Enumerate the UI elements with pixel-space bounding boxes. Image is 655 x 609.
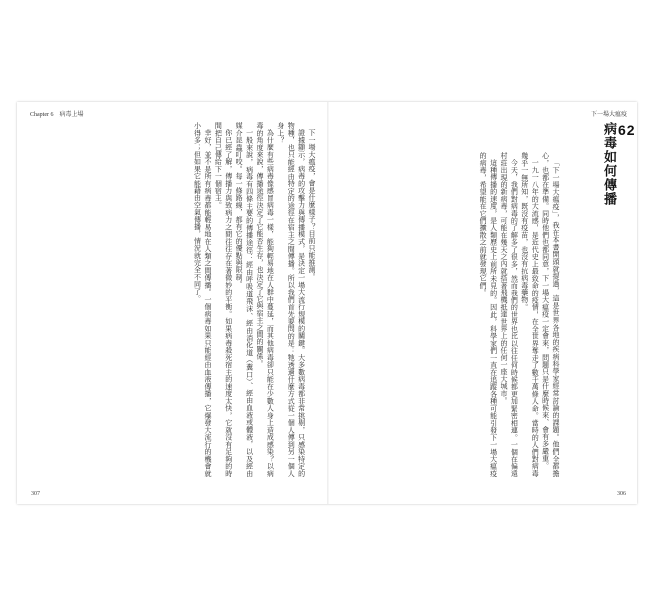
paragraph: 幸好，並不是所有病毒都能輕易地在人類之間傳播。一個病毒如果只能經由血液傳播，它爆發大流行的機會就小得多；但如果它能藉由空氣傳播，情況就完全不同了。 bbox=[193, 122, 212, 477]
paragraph: 你已經了解，傳播力與致病力之間往往存在著微妙的平衡。如果病毒殺死宿主的速度太快，它就沒有足夠的時間把自己傳給下一個宿主。 bbox=[214, 122, 233, 477]
right-page-body bbox=[339, 152, 561, 477]
right-page bbox=[329, 102, 639, 504]
section-number: 62 bbox=[618, 122, 636, 138]
running-header-right: 下一場大瘟疫 bbox=[590, 112, 627, 118]
paragraph: 為什麼有些病毒像感冒病毒一樣，能夠輕易地在人群中蔓延，而其他病毒卻只能在少數人身上造成感染？以病毒的角度來說，傳播途徑決定了它能否生存，也決定了它與宿主之間的關係。 bbox=[255, 122, 275, 477]
page-number-right: 306 bbox=[617, 491, 626, 497]
section-title: 病毒如何傳播 bbox=[601, 122, 616, 206]
running-header-left bbox=[30, 109, 84, 118]
paragraph: 「下一場大瘟疫」，我在本書開頭就提過，這是世界各地的疾病科學家經常討論的課題。他們全都擔心，也都在準備。同時他們也都同意，下一場大瘟疫一定會來，問題只是什麼時候來、會有多嚴重。 bbox=[541, 152, 560, 477]
paragraph: 今天，我們對病毒的了解多了很多，然而我們的世界也比以往任何時候都更加緊密相連。一個在偏遠村莊出現的新病毒，可能在幾天之內就搭著飛機抵達世界上的任何一座大城市。 bbox=[499, 152, 519, 477]
paragraph: 一九一八年的大流感，是近代史上最致命的疫情，在全世界奪走了數千萬條人命。當時的人們對病毒幾乎一無所知，既沒有疫苗，也沒有抗病毒藥物。 bbox=[520, 152, 540, 477]
paragraph: 證據顯示，病毒的攻擊力與傳播模式，是決定一場大流行規模的關鍵。大多數病毒都非常挑剔，只感染特定的物種，也只能經由特定的途徑在宿主之間傳播。所以我們首先要問的是：牠透過什麼方式從一個人傳到另一個人身上？ bbox=[276, 122, 306, 477]
book-spread bbox=[17, 102, 637, 504]
section-heading bbox=[599, 122, 636, 206]
header-chapter-title: 病毒上場 bbox=[59, 112, 84, 118]
paragraph: 一般來說，病毒有四條主要的傳播途徑：經由呼吸道飛沫、經由消化道（糞口）、經由血液或體液，以及經由媒介昆蟲叮咬。每一條路線，都有它的優點與限制。 bbox=[235, 122, 254, 477]
header-chapter: Chapter 6 bbox=[30, 112, 54, 118]
left-page bbox=[17, 102, 327, 504]
paragraph: 下一場大瘟疫，會是什麼樣子？目前只能推測。 bbox=[308, 129, 316, 281]
left-page-body bbox=[31, 122, 317, 477]
paragraph: 這種傳播的速度，是人類歷史上前所未見的。因此，科學家們一直在追蹤各種可能引發下一場大瘟疫的病毒，希望能在它們擴散之前就發現它們。 bbox=[479, 152, 498, 477]
page-number-left: 307 bbox=[31, 491, 40, 497]
